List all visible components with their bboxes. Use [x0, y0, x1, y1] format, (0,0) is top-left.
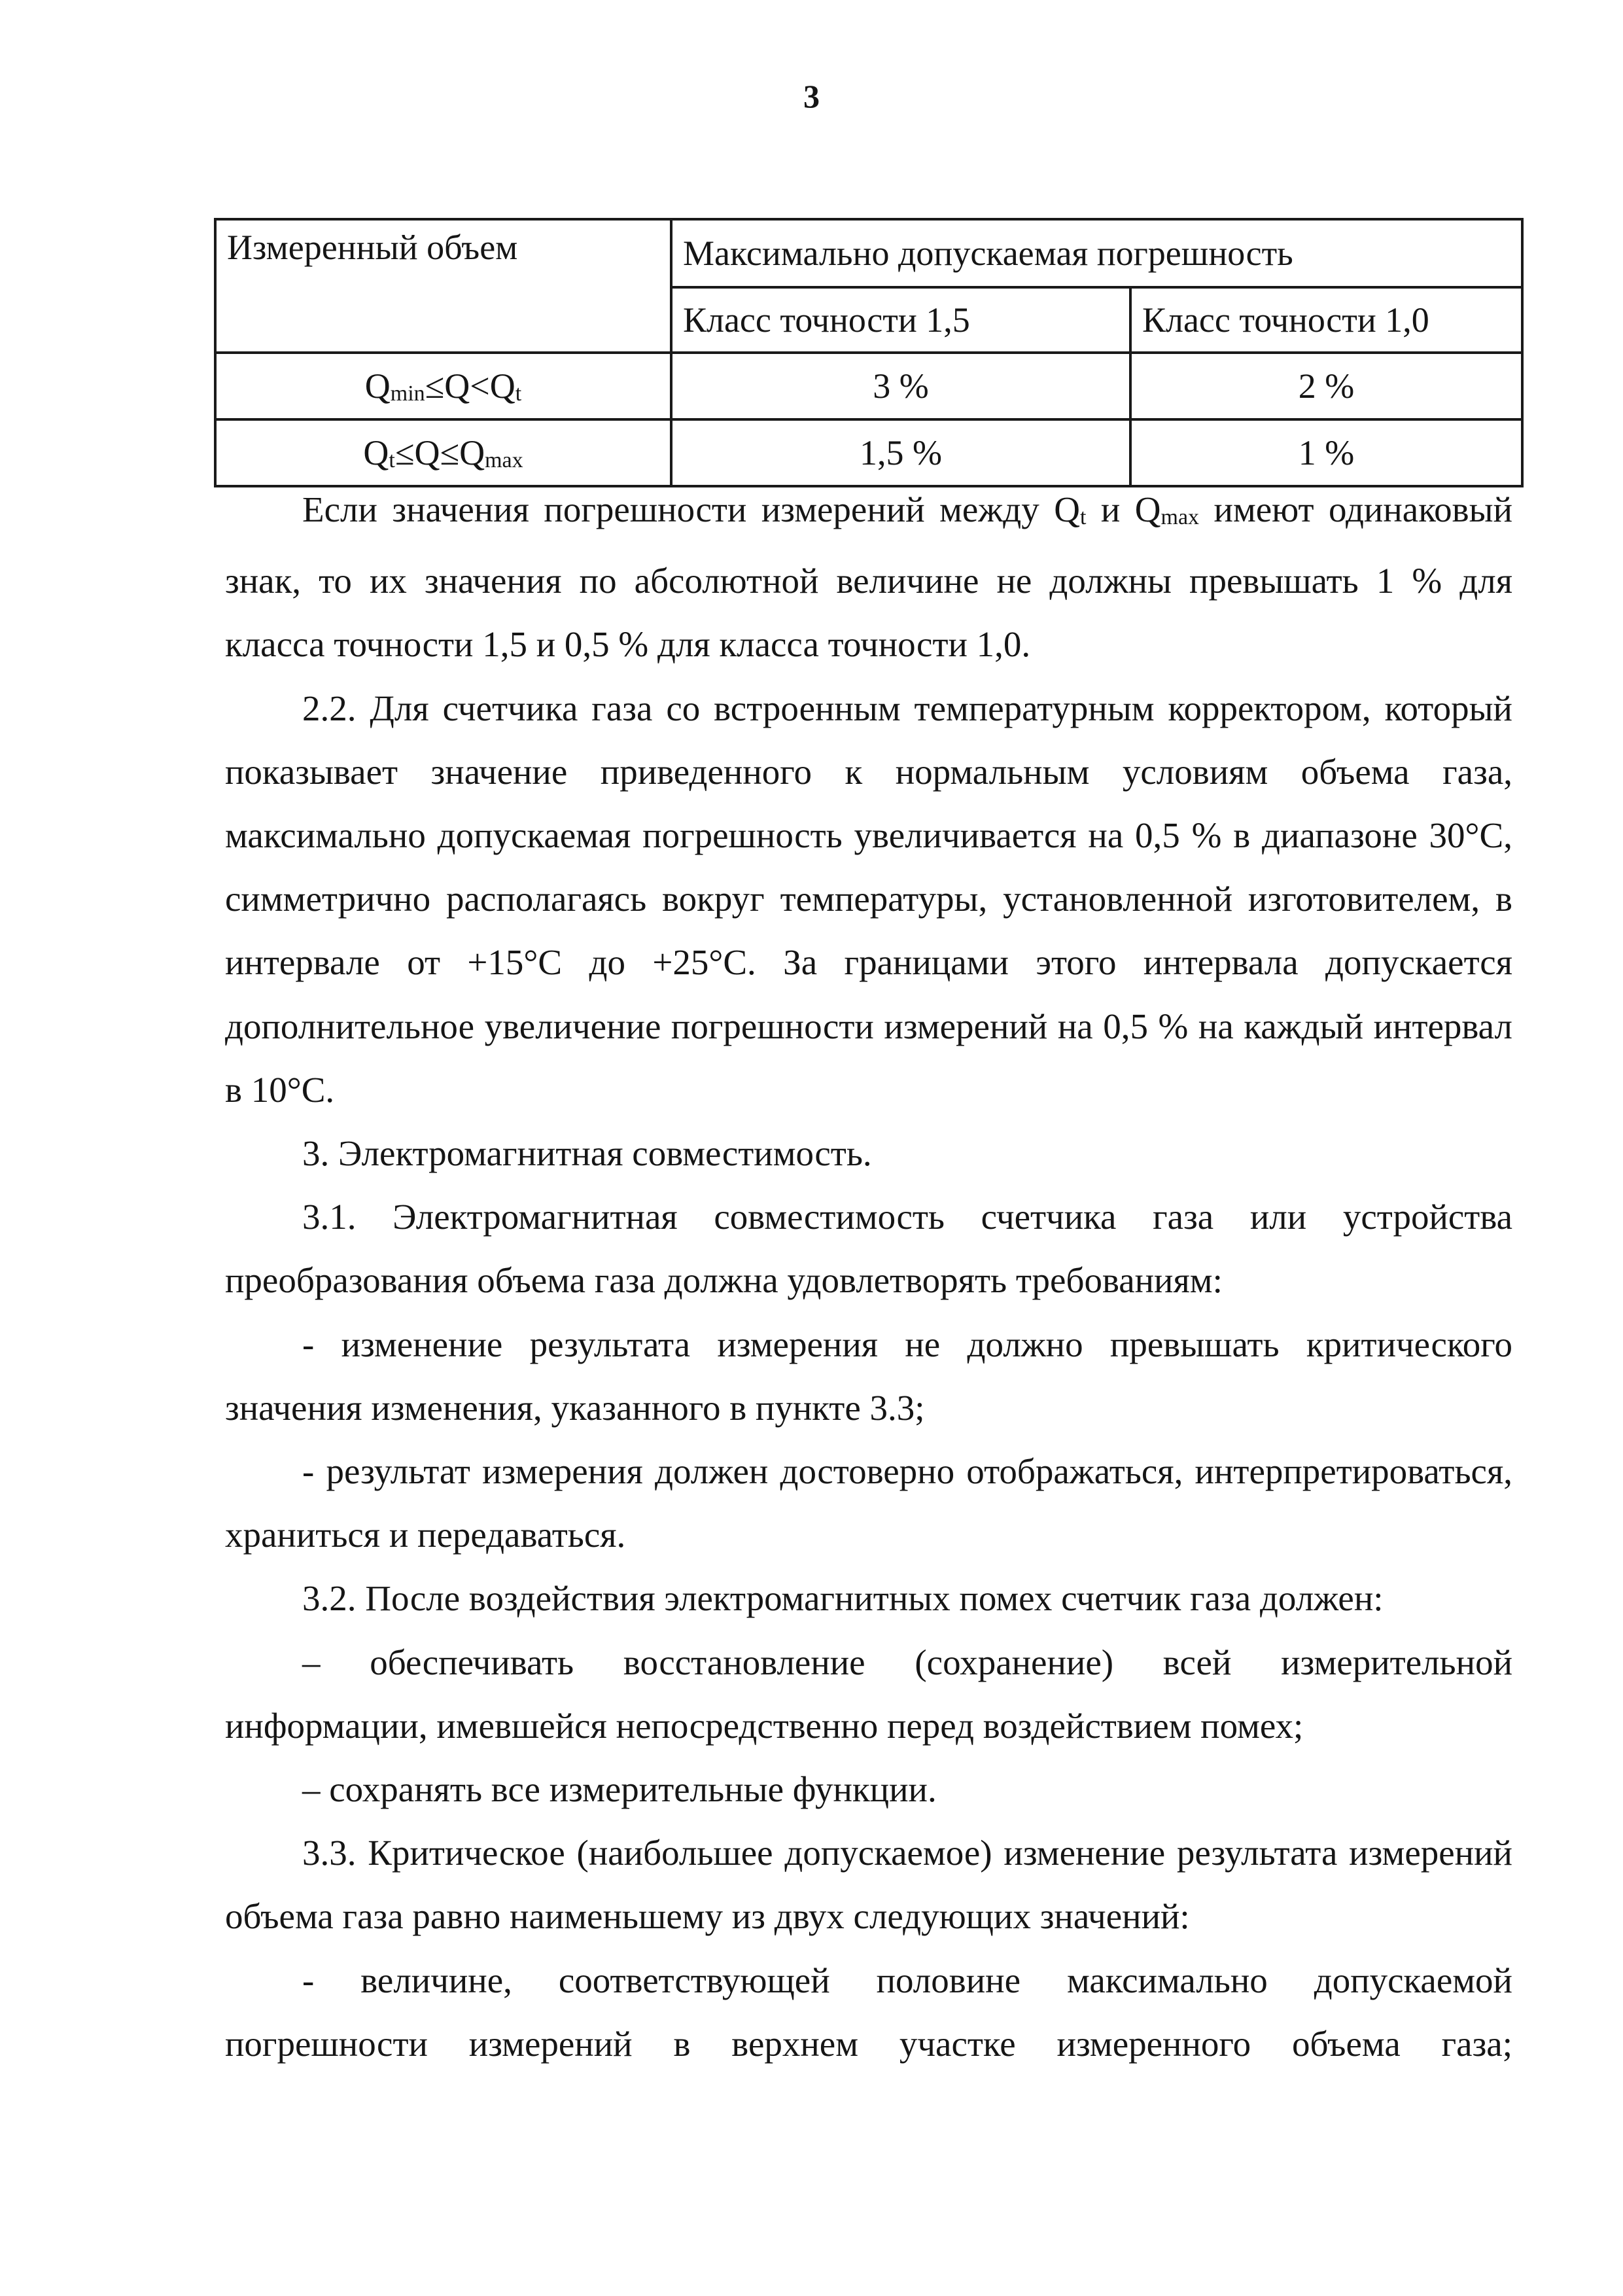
value-cell-class-1-0: 2 %: [1130, 353, 1522, 419]
body-text: [225, 478, 1512, 2075]
list-item: – обеспечивать восстановление (сохранение) всей измерительной информации, имевшейся непосредственно перед воздействием помех;: [225, 1642, 1512, 1746]
value-cell-class-1-5: 1,5 %: [671, 419, 1130, 486]
header-class-1-0: Класс точности 1,0: [1130, 287, 1522, 353]
page-number: 3: [803, 78, 820, 115]
header-max-error: Максимально допускаемая погрешность: [671, 219, 1522, 287]
paragraph-3-3: 3.3. Критическое (наибольшее допускаемое) изменение результата измерений объема газа равно наименьшему из двух следующих значений:: [225, 1833, 1512, 1937]
header-measured-volume: Измеренный объем: [215, 219, 671, 353]
list-item: - изменение результата измерения не должно превышать критического значения изменения, указанного в пункте 3.3;: [225, 1324, 1512, 1428]
table-row: [215, 353, 1522, 419]
table-header-row: [215, 219, 1522, 287]
paragraph-error-sign: Если значения погрешности измерений между Qt и Qmax имеют одинаковый знак, то их значения по абсолютной величине не должны превышать 1 % для класса точности 1,5 и 0,5 % для класса точности 1,0.: [225, 489, 1512, 665]
list-item: - результат измерения должен достоверно отображаться, интерпретироваться, храниться и передаваться.: [225, 1451, 1512, 1555]
table-row: [215, 419, 1522, 486]
value-cell-class-1-5: 3 %: [671, 353, 1130, 419]
paragraph-3-heading: 3. Электромагнитная совместимость.: [302, 1133, 872, 1174]
list-item: - величине, соответствующей половине максимально допускаемой погрешности измерений в верхнем участке измеренного объема газа;: [225, 1960, 1512, 2064]
paragraph-3-2: 3.2. После воздействия электромагнитных помех счетчик газа должен:: [302, 1578, 1384, 1619]
paragraph-3-1: 3.1. Электромагнитная совместимость счетчика газа или устройства преобразования объема газа должна удовлетворять требованиям:: [225, 1197, 1512, 1301]
value-cell-class-1-0: 1 %: [1130, 419, 1522, 486]
list-item: – сохранять все измерительные функции.: [302, 1769, 937, 1810]
paragraph-2-2: 2.2. Для счетчика газа со встроенным температурным корректором, который показывает значение приведенного к нормальным условиям объема газа, максимально допускаемая погрешность увеличивается на 0,5 % в диапазоне 30°С, симметрично располагаясь вокруг температуры, установленной изготовителем, в интервале от +15°С до +25°С. За границами этого интервала допускается дополнительное увеличение погрешности измерений на 0,5 % на каждый интервал в 10°С.: [225, 688, 1512, 1110]
error-table: [214, 218, 1524, 487]
range-cell: Qt≤Q≤Qmax: [215, 419, 671, 486]
header-class-1-5: Класс точности 1,5: [671, 287, 1130, 353]
range-cell: Qmin≤Q<Qt: [215, 353, 671, 419]
